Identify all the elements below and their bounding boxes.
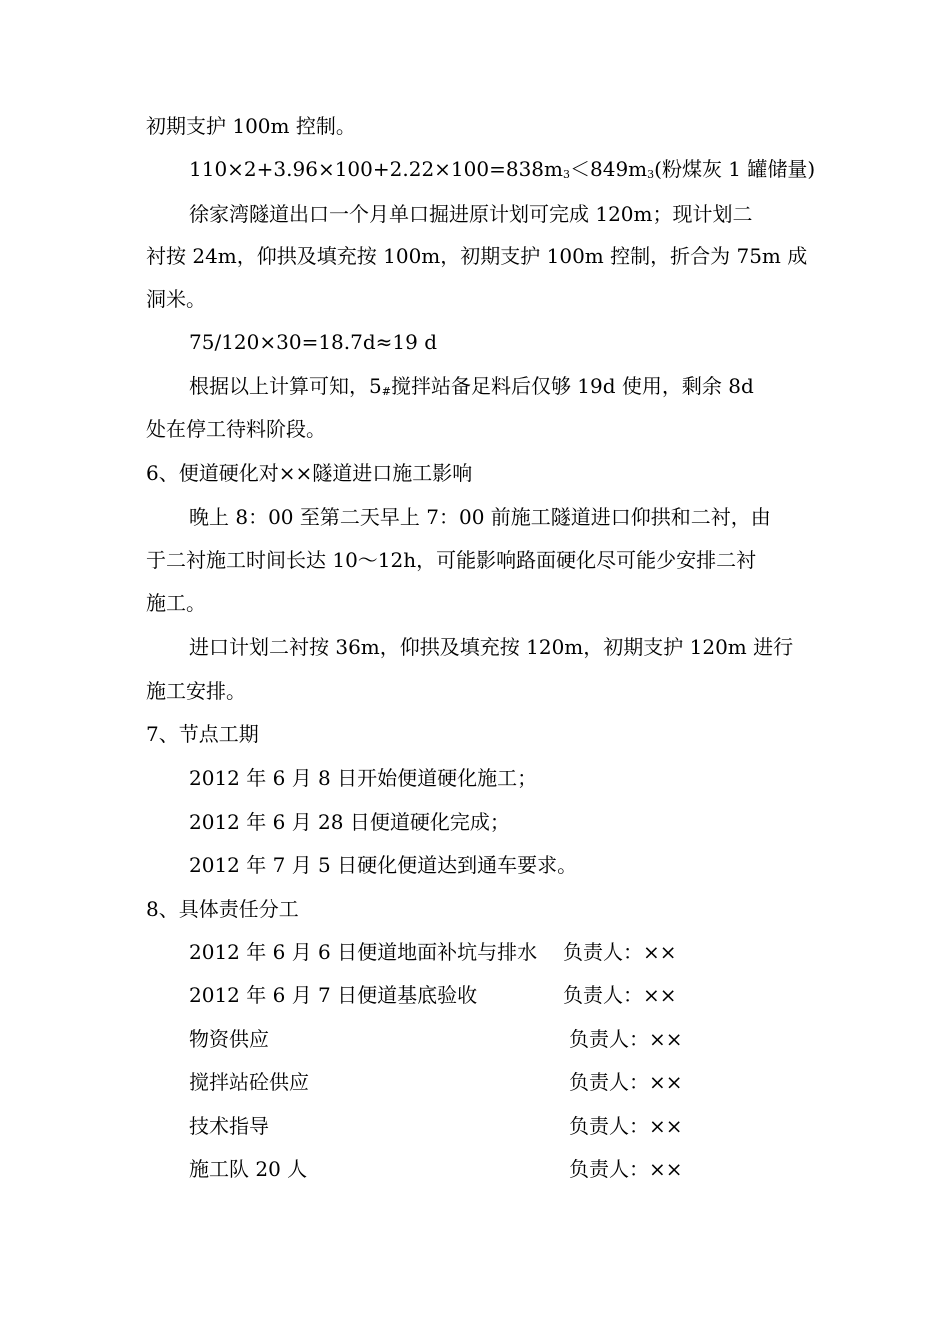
heading-section-7	[146, 720, 259, 748]
paragraph-support-control	[146, 112, 356, 140]
heading-section-8	[146, 895, 299, 923]
responsibility-owner: 负责人：××	[569, 1070, 683, 1094]
text: 初期支护 100m 控制。	[146, 114, 356, 138]
text: 处在停工待料阶段。	[146, 417, 326, 441]
paragraph-calc-result-line1	[189, 372, 754, 404]
text: 晚上 8：00 至第二天早上 7：00 前施工隧道进口仰拱和二衬，由	[189, 505, 771, 529]
milestone-open-traffic	[189, 851, 577, 879]
milestone-complete	[189, 808, 510, 836]
unit-exponent: 3	[647, 168, 655, 181]
text: 进口计划二衬按 36m，仰拱及填充按 120m，初期支护 120m 进行	[189, 635, 794, 659]
text: 根据以上计算可知，5	[189, 374, 382, 398]
text: 75/120×30=18.7d≈19 d	[189, 330, 438, 354]
text: 2012 年 7 月 5 日硬化便道达到通车要求。	[189, 853, 578, 877]
text: 2012 年 6 月 28 日便道硬化完成；	[189, 810, 510, 834]
paragraph-calc-result-line2	[146, 415, 326, 443]
text: 施工。	[146, 591, 206, 615]
responsibility-owner: 负责人：××	[563, 940, 677, 964]
responsibility-task: 物资供应	[189, 1027, 269, 1051]
responsibility-owner: 负责人：××	[563, 983, 677, 1007]
paragraph-exit-plan-line3	[146, 285, 206, 313]
responsibility-task: 技术指导	[189, 1114, 269, 1138]
milestone-start	[189, 764, 537, 792]
paragraph-exit-plan-line1	[189, 200, 753, 228]
number-sign: #	[381, 385, 391, 398]
heading-section-6	[146, 459, 472, 487]
paragraph-night-work-line2	[146, 546, 756, 574]
unit-exponent: 3	[563, 168, 570, 181]
responsibility-task: 施工队 20 人	[189, 1157, 308, 1181]
text: 2012 年 6 月 8 日开始便道硬化施工；	[189, 766, 538, 790]
text: 洞米。	[146, 287, 206, 311]
formula-part: 110×2+3.96×100+2.22×100=838m	[189, 157, 563, 181]
paragraph-days-formula	[189, 328, 437, 356]
responsibility-owner: 负责人：××	[569, 1114, 683, 1138]
text: 衬按 24m，仰拱及填充按 100m，初期支护 100m 控制，折合为 75m 成	[146, 244, 808, 268]
formula-part: (粉煤灰 1 罐储量)	[654, 157, 816, 181]
responsibility-owner: 负责人：××	[569, 1027, 683, 1051]
text: 7、节点工期	[146, 722, 259, 746]
paragraph-volume-formula	[189, 155, 815, 187]
text: 搅拌站备足料后仅够 19d 使用，剩余 8d	[390, 374, 754, 398]
text: 于二衬施工时间长达 10～12h，可能影响路面硬化尽可能少安排二衬	[146, 548, 757, 572]
responsibility-task: 2012 年 6 月 6 日便道地面补坑与排水	[189, 940, 538, 964]
responsibility-owner: 负责人：××	[569, 1157, 683, 1181]
paragraph-night-work-line1	[189, 503, 771, 531]
paragraph-night-work-line3	[146, 589, 206, 617]
text: 8、具体责任分工	[146, 897, 299, 921]
paragraph-exit-plan-line2	[146, 242, 807, 270]
responsibility-task: 2012 年 6 月 7 日便道基底验收	[189, 983, 478, 1007]
paragraph-entrance-plan-line1	[189, 633, 793, 661]
text: 徐家湾隧道出口一个月单口掘进原计划可完成 120m；现计划二	[189, 202, 753, 226]
paragraph-entrance-plan-line2	[146, 677, 246, 705]
formula-part: ＜849m	[570, 157, 648, 181]
responsibility-task: 搅拌站砼供应	[189, 1070, 309, 1094]
text: 6、便道硬化对××隧道进口施工影响	[146, 461, 473, 485]
text: 施工安排。	[146, 679, 246, 703]
